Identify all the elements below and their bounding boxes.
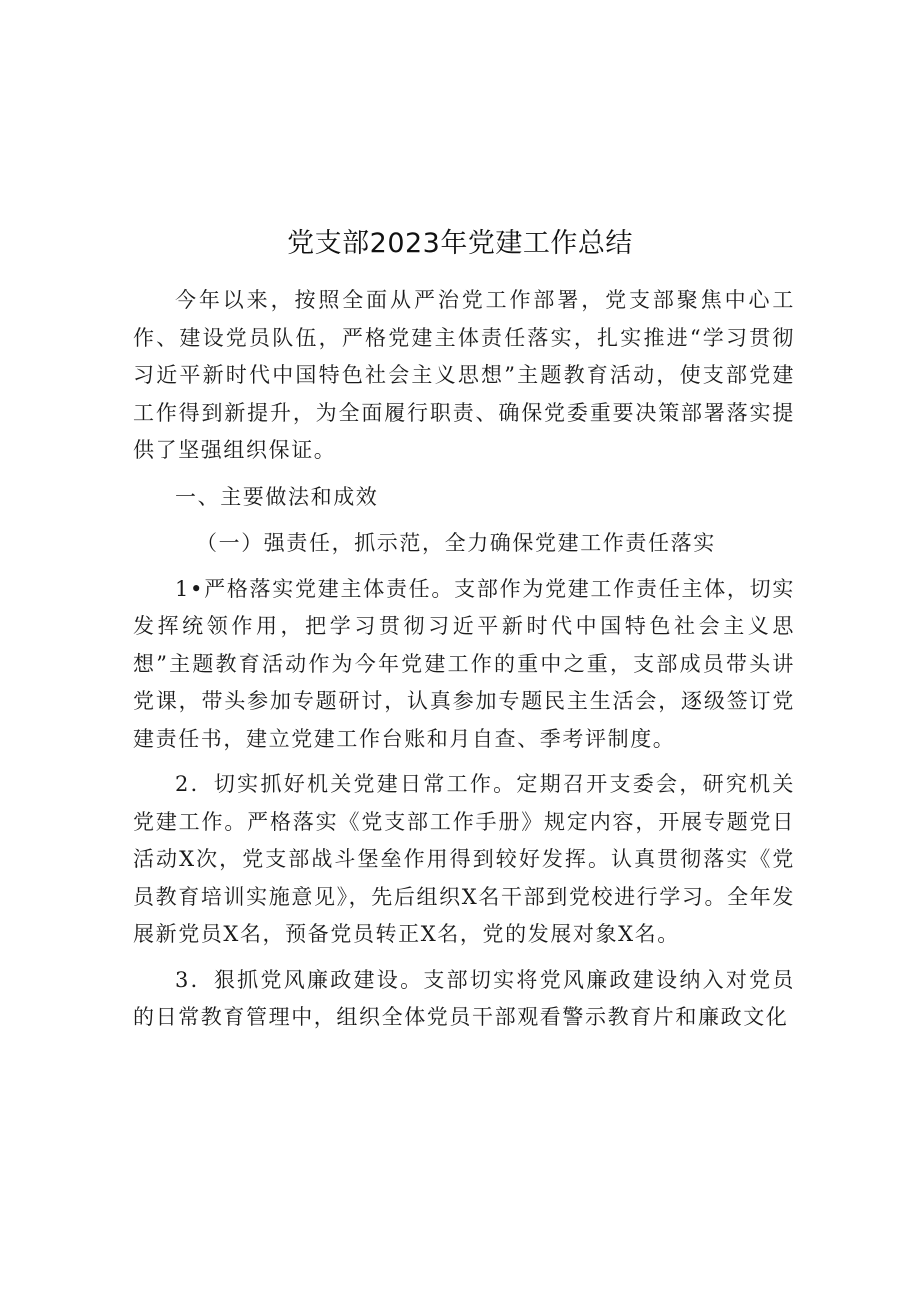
document-title: 党支部2023年党建工作总结 <box>287 228 633 259</box>
item-paragraph-2: 2．切实抓好机关党建日常工作。定期召开支委会，研究机关党建工作。严格落实《党支部工作手册》规定内容，开展专题党日活动X次，党支部战斗堡垒作用得到较好发挥。认真贯彻落实《党员教育培训实施意见》，先后组织X名干部到党校进行学习。全年发展新党员X名，预备党员转正X名，党的发展对象X名。 <box>133 772 795 946</box>
document-body <box>133 282 795 1045</box>
item-paragraph-1: 1•严格落实党建主体责任。支部作为党建工作责任主体，切实发挥统领作用，把学习贯彻习近平新时代中国特色社会主义思想”主题教育活动作为今年党建工作的重中之重，支部成员带头讲党课，带头参加专题研讨，认真参加专题民主生活会，逐级签订党建责任书，建立党建工作台账和月自查、季考评制度。 <box>133 576 795 751</box>
item-paragraph-3: 3．狠抓党风廉政建设。支部切实将党风廉政建设纳入对党员的日常教育管理中，组织全体党员干部观看警示教育片和廉政文化 <box>133 967 795 1029</box>
subsection-heading: （一）强责任，抓示范，全力确保党建工作责任落实 <box>196 531 716 555</box>
section-heading: 一、主要做法和成效 <box>175 484 379 509</box>
intro-paragraph: 今年以来，按照全面从严治党工作部署，党支部聚焦中心工作、建设党员队伍，严格党建主体责任落实，扎实推进“学习贯彻习近平新时代中国特色社会主义思想”主题教育活动，使支部党建工作得到新提升，为全面履行职责、确保党委重要决策部署落实提供了坚强组织保证。 <box>133 288 795 462</box>
